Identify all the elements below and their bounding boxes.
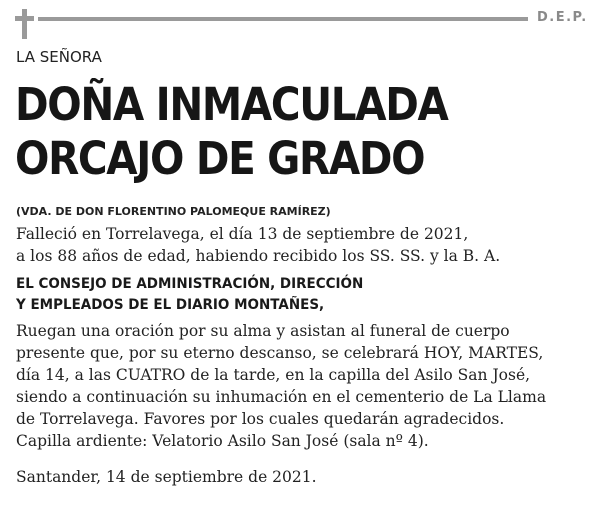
- council-line: EL CONSEJO DE ADMINISTRACIÓN, DIRECCIÓN: [16, 276, 364, 292]
- request-line: presente que, por su eterno descanso, se celebrará HOY, MARTES,: [16, 344, 544, 362]
- request-line: día 14, a las CUATRO de la tarde, en la capilla del Asilo San José,: [16, 366, 531, 384]
- intro-label: LA SEÑORA: [16, 48, 102, 66]
- request-line: siendo a continuación su inhumación en el cementerio de La Llama: [16, 388, 547, 406]
- request-line: Ruegan una oración por su alma y asistan al funeral de cuerpo: [16, 322, 510, 340]
- place-date: Santander, 14 de septiembre de 2021.: [16, 468, 317, 486]
- request-line: de Torrelavega. Favores por los cuales quedarán agradecidos.: [16, 410, 505, 428]
- council-line: Y EMPLEADOS DE EL DIARIO MONTAÑES,: [16, 297, 325, 313]
- death-notice-line: Falleció en Torrelavega, el día 13 de septiembre de 2021,: [16, 225, 469, 243]
- header-rule: [38, 17, 528, 21]
- widow-note: (VDA. DE DON FLORENTINO PALOMEQUE RAMÍREZ): [16, 205, 331, 218]
- cross-icon: [14, 9, 34, 39]
- death-notice-line: a los 88 años de edad, habiendo recibido los SS. SS. y la B. A.: [16, 247, 501, 265]
- request-line: Capilla ardiente: Velatorio Asilo San José (sala nº 4).: [16, 432, 429, 450]
- deceased-name-line1: DOÑA INMACULADA: [15, 78, 448, 131]
- deceased-name-line2: ORCAJO DE GRADO: [15, 132, 425, 185]
- dep-label: D.E.P.: [537, 10, 588, 25]
- header-bar: [0, 0, 600, 40]
